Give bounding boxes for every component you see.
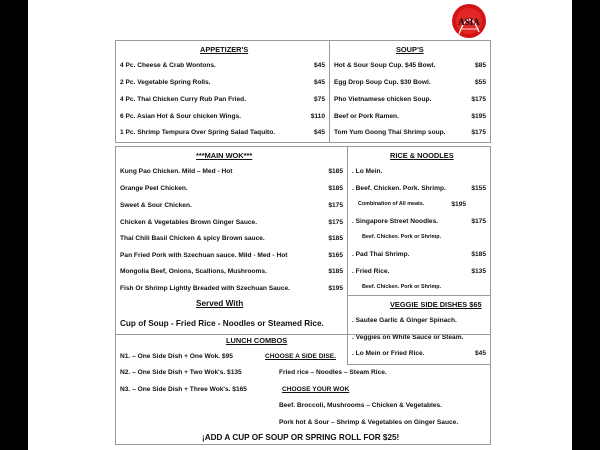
soup-price: $175 (471, 96, 486, 103)
wok-item-name: Pan Fried Pork with Szechuan sauce. Mild - Med - Hot (120, 252, 288, 259)
add-soup-banner: ¡ADD A CUP OF SOUP OR SPRING ROLL FOR $25! (202, 433, 400, 442)
appetizer-name: 4 Pc. Cheese & Crab Wontons. (120, 62, 216, 69)
soups-section (329, 40, 491, 143)
soup-name: Pho Vietnamese chicken Soup. (334, 96, 432, 103)
rice-noodle-name: . Beef. Chicken. Pork. Shrimp. (352, 185, 446, 192)
rice-noodle-price: $195 (451, 201, 466, 208)
wok-item-price: $185 (328, 185, 343, 192)
soup-name: Hot & Sour Soup Cup. $45 Bowl. (334, 62, 436, 69)
combo-item: N1. – One Side Dish + One Wok. $95 (120, 353, 233, 360)
rice-noodle-name: . Singapore Street Noodles. (352, 218, 439, 225)
veggie-sides-title: VEGGIE SIDE DISHES $65 (390, 300, 482, 309)
appetizer-name: 1 Pc. Shrimp Tempura Over Spring Salad Taquito. (120, 129, 276, 136)
wok-item-name: Fish Or Shrimp Lightly Breaded with Szechuan Sauce. (120, 285, 291, 292)
soup-name: Beef or Pork Ramen. (334, 113, 399, 120)
soup-price: $85 (474, 62, 486, 69)
menu-page (28, 0, 572, 450)
wok-item-price: $185 (328, 235, 343, 242)
rice-noodle-name: . Lo Mein. (352, 168, 383, 175)
combo-item: N2. – One Side Dish + Two Wok's. $135 (120, 369, 242, 376)
main-wok-title: ***MAIN WOK*** (196, 151, 253, 160)
menu (115, 40, 491, 445)
appetizer-price: $45 (313, 79, 325, 86)
appetizer-name: 2 Pc. Vegetable Spring Rolls. (120, 79, 211, 86)
appetizer-name: 6 Pc. Asian Hot & Sour chicken Wings. (120, 113, 241, 120)
wok-option: Pork hot & Sour – Shrimp & Vegetables on Ginger Sauce. (279, 419, 459, 426)
choose-wok-title: CHOOSE YOUR WOK (282, 386, 350, 393)
appetizers-title: APPETIZER'S (200, 45, 249, 54)
soups-title: SOUP'S (396, 45, 424, 54)
veggie-item-name: . Veggies on White Sauce or Steam. (352, 334, 464, 341)
lunch-combos-title: LUNCH COMBOS (226, 336, 288, 345)
wok-item-name: Mongolia Beef, Onions, Scallions, Mushrooms. (120, 268, 267, 275)
veggie-item-name: . Sautee Garlic & Ginger Spinach. (352, 317, 457, 324)
side-note: Fried rice – Noodles – Steam Rice. (279, 369, 387, 376)
rice-noodle-price: $175 (471, 218, 486, 225)
appetizer-price: $45 (313, 129, 325, 136)
wok-item-price: $175 (328, 219, 343, 226)
served-with-title: Served With (196, 299, 244, 308)
combo-item: N3. – One Side Dish + Three Wok's. $165 (120, 386, 247, 393)
soup-name: Tom Yum Goong Thai Shrimp soup. (334, 129, 446, 136)
rice-noodle-price: $135 (471, 268, 486, 275)
appetizer-price: $75 (313, 96, 325, 103)
rice-noodle-price: $155 (471, 185, 486, 192)
wok-item-price: $185 (328, 168, 343, 175)
wok-item-name: Thai Chili Basil Chicken & spicy Brown sauce. (120, 235, 265, 242)
veggie-item-name: . Lo Mein or Fried Rice. (352, 350, 425, 357)
rice-noodle-name: . Pad Thai Shrimp. (352, 251, 410, 258)
lunch-combos-section (115, 334, 491, 445)
rice-noodle-price: $185 (471, 251, 486, 258)
rice-noodle-note: Combination of All meats. (358, 201, 425, 207)
soup-price: $175 (471, 129, 486, 136)
wok-item-price: $165 (328, 252, 343, 259)
rice-noodle-name: . Fried Rice. (352, 268, 390, 275)
wok-item-price: $175 (328, 202, 343, 209)
wok-item-name: Chicken & Vegetables Brown Ginger Sauce. (120, 219, 258, 226)
wok-item-price: $195 (328, 285, 343, 292)
soup-price: $55 (474, 79, 486, 86)
wok-item-name: Orange Peel Chicken. (120, 185, 188, 192)
veggie-item-price: $45 (474, 350, 486, 357)
restaurant-logo (446, 2, 492, 40)
served-with-text: Cup of Soup - Fried Rice - Noodles or Steamed Rice. (120, 319, 324, 328)
appetizer-price: $45 (313, 62, 325, 69)
rice-noodles-title: RICE & NOODLES (390, 151, 454, 160)
appetizer-name: 4 Pc. Thai Chicken Curry Rub Pan Fried. (120, 96, 247, 103)
rice-noodle-note: Beef. Chicken. Pork or Shrimp. (362, 234, 442, 240)
appetizers-section (115, 40, 330, 143)
rice-noodle-note: Beef. Chicken. Pork or Shrimp. (362, 284, 442, 290)
appetizer-price: $110 (310, 113, 325, 120)
soup-price: $195 (471, 113, 486, 120)
wok-item-price: $185 (328, 268, 343, 275)
soup-name: Egg Drop Soup Cup. $30 Bowl. (334, 79, 431, 86)
choose-side-title: CHOOSE A SIDE DISE. (265, 353, 336, 360)
wok-item-name: Sweet & Sour Chicken. (120, 202, 192, 209)
rice-noodles-section (347, 146, 491, 296)
logo-text: ASIA (458, 17, 480, 27)
main-wok-section (115, 146, 348, 335)
wok-option: Beef. Broccoli, Mushrooms – Chicken & Vegetables. (279, 402, 443, 409)
wok-item-name: Kung Pao Chicken. Mild – Med - Hot (120, 168, 233, 175)
